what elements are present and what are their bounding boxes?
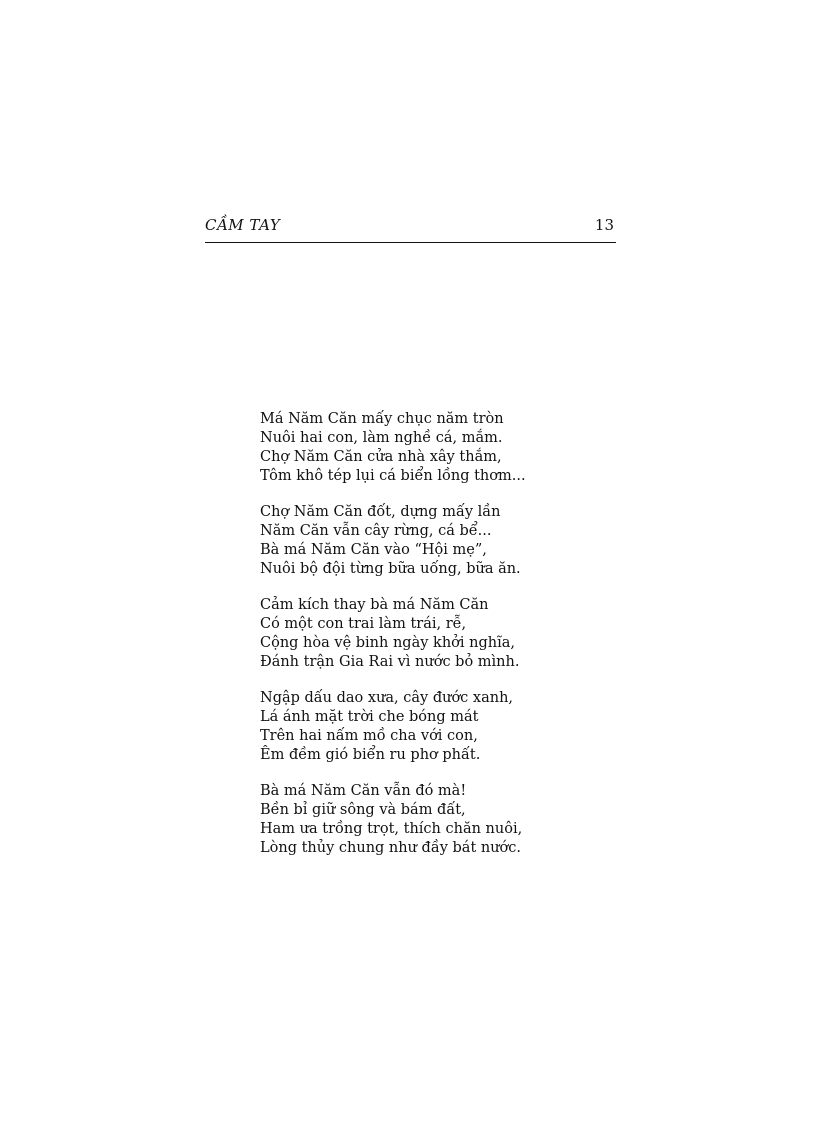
poem-line: Nuôi bộ đội từng bữa uống, bữa ăn. <box>260 561 521 577</box>
poem-line: Có một con trai làm trái, rễ, <box>260 616 467 632</box>
poem-line: Chợ Năm Căn cửa nhà xây thắm, <box>260 449 502 465</box>
poem <box>260 410 600 875</box>
stanza-4 <box>260 689 600 765</box>
poem-line: Nuôi hai con, làm nghề cá, mắm. <box>260 430 503 446</box>
poem-line: Ham ưa trồng trọt, thích chăn nuôi, <box>260 821 523 837</box>
page-number: 13 <box>594 216 614 234</box>
stanza-5 <box>260 782 600 858</box>
poem-line: Chợ Năm Căn đốt, dựng mấy lần <box>260 504 501 520</box>
running-header <box>205 216 616 243</box>
poem-line: Lòng thủy chung như đầy bát nước. <box>260 840 522 856</box>
poem-line: Ngập dấu dao xưa, cây đước xanh, <box>260 690 514 706</box>
poem-line: Năm Căn vẫn cây rừng, cá bể... <box>260 523 492 539</box>
poem-line: Cảm kích thay bà má Năm Căn <box>260 597 489 613</box>
poem-line: Đánh trận Gia Rai vì nước bỏ mình. <box>260 654 520 670</box>
stanza-3 <box>260 596 600 672</box>
poem-line: Cộng hòa vệ binh ngày khởi nghĩa, <box>260 635 515 651</box>
stanza-2 <box>260 503 600 579</box>
stanza-1 <box>260 410 600 486</box>
header-title: CẦM TAY <box>205 216 281 234</box>
poem-line: Tôm khô tép lụi cá biển lồng thơm... <box>260 468 526 484</box>
poem-line: Êm đềm gió biển ru phơ phất. <box>260 747 481 763</box>
poem-line: Trên hai nấm mồ cha với con, <box>260 728 478 744</box>
poem-line: Má Năm Căn mấy chục năm tròn <box>260 411 504 427</box>
poem-line: Bà má Năm Căn vẫn đó mà! <box>260 783 467 799</box>
poem-line: Bền bỉ giữ sông và bám đất, <box>260 802 466 818</box>
poem-line: Lá ánh mặt trời che bóng mát <box>260 709 479 725</box>
poem-line: Bà má Năm Căn vào “Hội mẹ”, <box>260 542 487 558</box>
